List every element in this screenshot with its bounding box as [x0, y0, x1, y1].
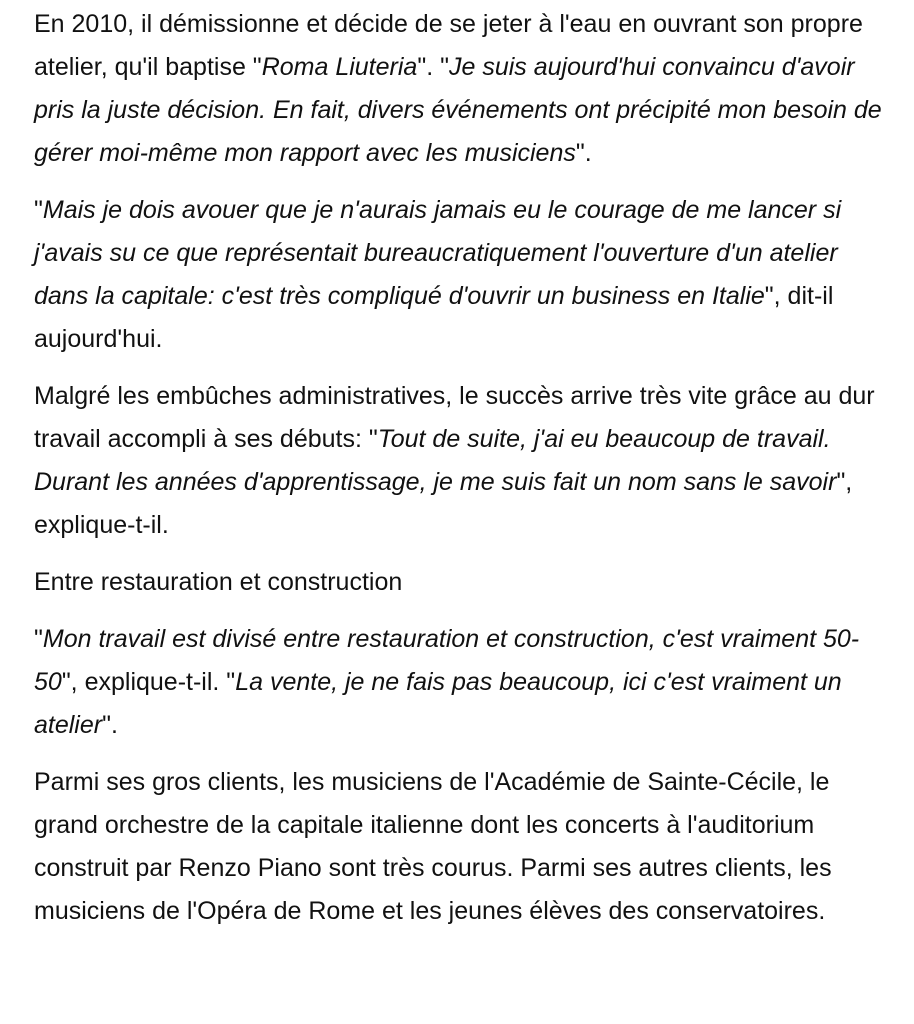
p4-text-3: ". [102, 711, 118, 739]
p1-workshop-name: Roma Liuteria [261, 53, 418, 81]
paragraph-4 [34, 618, 894, 747]
p1-text-2: ". " [417, 53, 449, 81]
p4-quote-1: Mon travail est divisé entre restauration et construction, c'est vraiment 50-50 [34, 625, 860, 696]
p2-quote: Mais je dois avouer que je n'aurais jamais eu le courage de me lancer si j'avais su ce que représentait bureaucratiquement l'ouverture d'un atelier dans la capitale: c'est très compliqué d'ouvrir un business en Italie [34, 196, 842, 310]
p1-text-1: En 2010, il démissionne et décide de se jeter à l'eau en ouvrant son propre atelier, qu'il baptise " [34, 10, 863, 81]
p2-text-1: " [34, 196, 43, 224]
article-body [34, 0, 894, 947]
p1-text-3: ". [575, 139, 592, 167]
p2-text-2: ", dit-il aujourd'hui. [34, 282, 834, 353]
p4-quote-2: La vente, je ne fais pas beaucoup, ici c'est vraiment un atelier [34, 668, 842, 739]
p4-text-2: ", explique-t-il. " [61, 668, 236, 696]
p3-quote: Tout de suite, j'ai eu beaucoup de travail. Durant les années d'apprentissage, je me suis fait un nom sans le savoir [34, 425, 837, 496]
paragraph-1 [34, 3, 894, 175]
p3-text-2: ", explique-t-il. [34, 468, 853, 539]
p4-text-1: " [34, 625, 43, 653]
paragraph-5: Parmi ses gros clients, les musiciens de l'Académie de Sainte-Cécile, le grand orchestre de la capitale italienne dont les concerts à l'auditorium construit par Renzo Piano sont très courus. Parmi ses autres clients, les musiciens de l'Opéra de Rome et les jeunes élèves des conservatoires. [34, 768, 832, 925]
p1-quote: Je suis aujourd'hui convaincu d'avoir pris la juste décision. En fait, divers événements ont précipité mon besoin de gérer moi-même mon rapport avec les musiciens [34, 53, 882, 167]
section-subheading: Entre restauration et construction [34, 568, 403, 596]
paragraph-3 [34, 375, 894, 547]
paragraph-2 [34, 189, 894, 361]
p3-text-1: Malgré les embûches administratives, le succès arrive très vite grâce au dur travail accompli à ses débuts: " [34, 382, 875, 453]
